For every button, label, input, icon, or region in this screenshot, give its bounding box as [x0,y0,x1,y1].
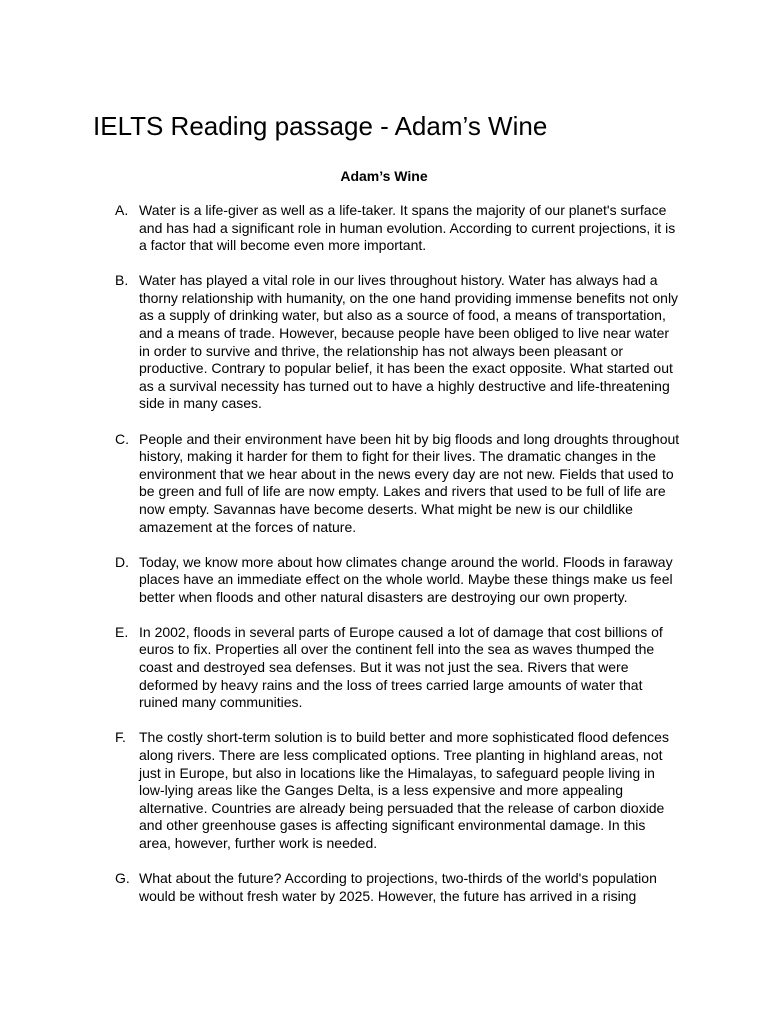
paragraph-letter: F. [115,729,126,746]
passage-heading: Adam’s Wine [340,168,428,184]
paragraph-text: The costly short-term solution is to build better and more sophisticated flood defences along rivers. There are less complicated options. Tree planting in highland areas, not just in Europe, but also in locations like the Himalayas, to safeguard people living in low-lying areas like the Ganges Delta, is a less expensive and more appealing alternative. Countries are already being persuaded that the release of carbon dioxide and other greenhouse gases is affecting significant environmental damage. In this area, however, further work is needed. [139,729,669,851]
paragraph-text: What about the future? According to projections, two-thirds of the world's population would be without fresh water by 2025. However, the future has arrived in a rising [139,870,657,904]
paragraph-b [115,272,680,413]
paragraph-text: Water is a life-giver as well as a life-taker. It spans the majority of our planet's surface and has had a significant role in human evolution. According to current projections, it is a factor that will become even more important. [139,202,676,254]
document-title: IELTS Reading passage - Adam’s Wine [93,111,548,141]
paragraph-text: Water has played a vital role in our lives throughout history. Water has always had a thorny relationship with humanity, on the one hand providing immense benefits not only as a supply of drinking water, but also as a source of food, a means of transportation, and a means of trade. However, because people have been obliged to live near water in order to survive and thrive, the relationship has not always been pleasant or productive. Contrary to popular belief, it has been the exact opposite. What started out as a survival necessity has turned out to have a highly destructive and life-threatening side in many cases. [139,272,679,412]
paragraph-f [115,729,680,852]
paragraph-letter: C. [115,430,129,447]
paragraph-a [115,202,680,255]
paragraph-c [115,431,680,537]
paragraph-e [115,624,680,712]
paragraph-list [115,202,680,923]
paragraph-g [115,870,680,905]
paragraph-letter: G. [115,870,130,886]
paragraph-text: People and their environment have been hit by big floods and long droughts throughout history, making it harder for them to fight for their lives. The dramatic changes in the environment that we hear about in the news every day are not new. Fields that used to be green and full of life are now empty. Lakes and rivers that used to be full of life are now empty. Savannas have become deserts. What might be new is our childlike amazement at the forces of nature. [139,430,680,535]
paragraph-letter: A. [115,202,129,218]
paragraph-text: Today, we know more about how climates change around the world. Floods in faraway places have an immediate effect on the whole world. Maybe these things make us feel better when floods and other natural disasters are destroying our own property. [139,553,673,605]
paragraph-d [115,554,680,607]
paragraph-letter: B. [115,272,129,289]
paragraph-letter: E. [115,623,129,640]
paragraph-letter: D. [115,553,129,570]
paragraph-text: In 2002, floods in several parts of Europe caused a lot of damage that cost billions of euros to fix. Properties all over the continent fell into the sea as waves thumped the coast and destroyed sea defenses. But it was not just the sea. Rivers that were deformed by heavy rains and the loss of trees carried large amounts of water that ruined many communities. [139,623,663,711]
